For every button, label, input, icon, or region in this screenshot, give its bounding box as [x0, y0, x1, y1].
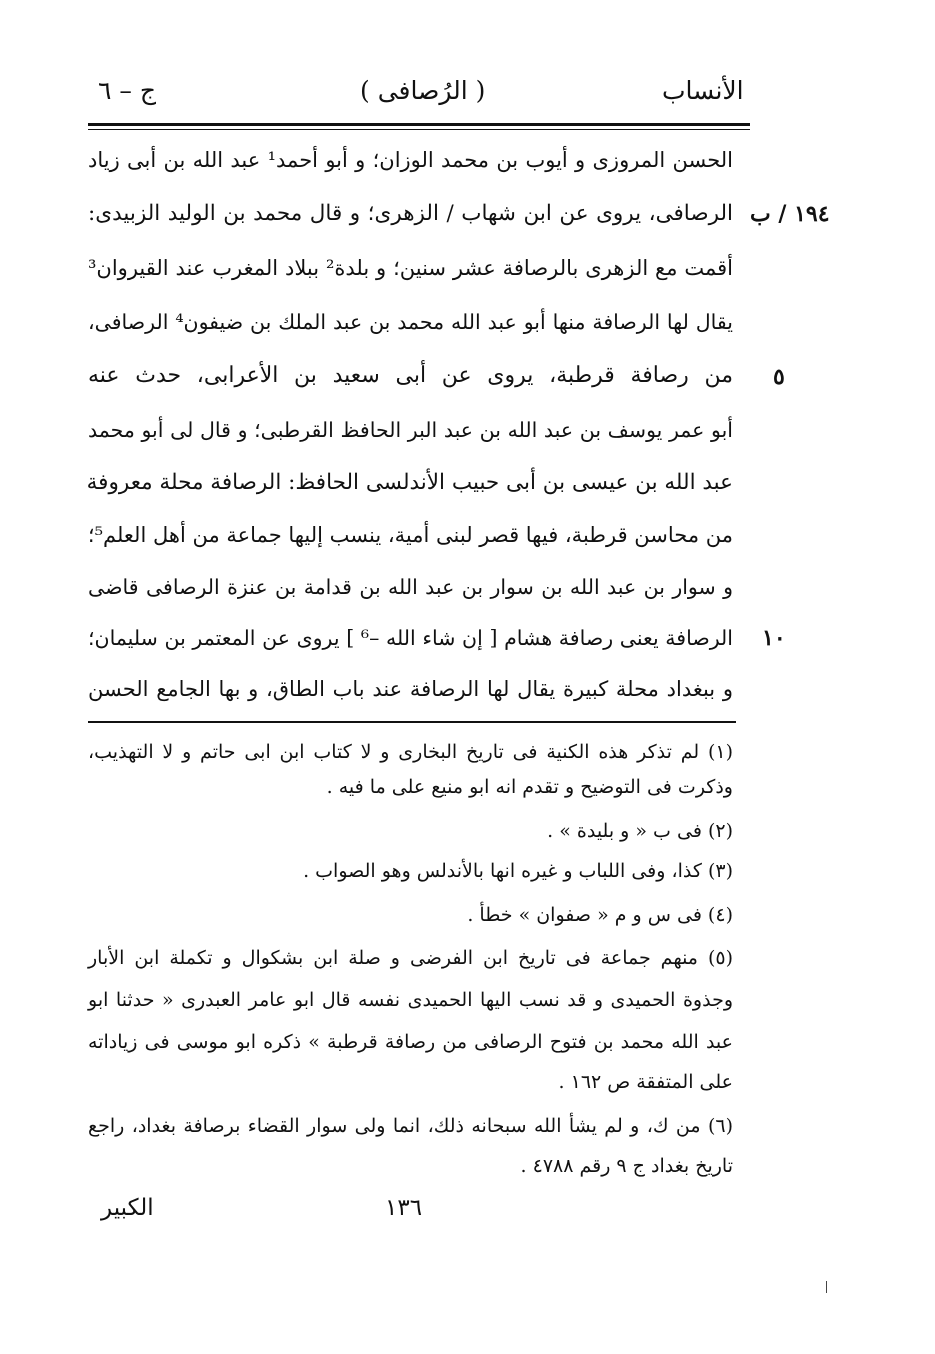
body-line-9: و سوار بن عبد الله بن سوار بن عبد الله بن قدامة بن عنزة الرصافى قاضى — [88, 575, 733, 599]
body-line-3: أقمت مع الزهرى بالرصافة عشر سنين؛ و بلدة² ببلاد المغرب عند القيروان³ — [88, 256, 733, 280]
running-header-volume: ج – ٦ — [98, 76, 156, 105]
header-rule-thin — [88, 129, 750, 130]
footnote-2: (٢) فى ب « و بليدة » . — [547, 820, 733, 842]
footnote-5-line-2: وجذوة الحميدى و قد نسب اليها الحميدى نفسه قال ابو عامر العبدرى « حدثنا ابو — [88, 989, 733, 1011]
scan-speck — [826, 1281, 827, 1293]
line-number-10: ١٠ — [762, 625, 786, 651]
footnote-5-line-3: عبد الله محمد بن فتوح الرصافى من رصافة قرطبة » ذكره ابو موسى فى زياداته — [88, 1031, 733, 1053]
footnote-1-line-1: (١) لم تذكر هذه الكنية فى تاريخ البخارى و لا كتاب ابن ابى حاتم و لا التهذيب، — [88, 741, 733, 763]
footnote-5-line-1: (٥) منهم جماعة فى تاريخ ابن الفرضى و صلة ابن بشكوال و تكملة ابن الأبار — [88, 947, 733, 969]
body-line-1: الحسن المروزى و أيوب بن محمد الوزان؛ و أبو أحمد¹ عبد الله بن أبى زياد — [88, 148, 733, 172]
footnote-separator — [88, 721, 736, 723]
footnote-6-line-2: تاريخ بغداد ج ٩ رقم ٤٧٨٨ . — [520, 1155, 733, 1177]
body-line-10: الرصافة يعنى رصافة هشام [ إن شاء الله –⁶ ] يروى عن المعتمر بن سليمان؛ — [88, 626, 733, 650]
body-line-5: من رصافة قرطبة، يروى عن أبى سعيد بن الأعرابى، حدث عنه — [88, 363, 733, 388]
footnote-4: (٤) فى س و م « صفوان » خطأ . — [467, 904, 733, 926]
body-line-8: من محاسن قرطبة، فيها قصر لبنى أمية، ينسب إليها جماعة من أهل العلم⁵؛ — [87, 523, 733, 547]
footnote-5-line-4: على المتفقة ص ١٦٢ . — [558, 1071, 733, 1093]
folio-marker: ١٩٤ / ب — [750, 201, 830, 227]
line-number-5: ٥ — [773, 364, 785, 390]
footnote-6-line-1: (٦) من ك، و لم يشأ الله سبحانه ذلك، انما ولى سوار القضاء برصافة بغداد، راجع — [88, 1115, 733, 1137]
body-line-7: عبد الله بن عيسى بن أبى حبيب الأندلسى الحافظ: الرصافة محلة معروفة — [86, 470, 733, 495]
header-rule-thick — [88, 123, 750, 126]
running-header-entry: ( الرُصافى ) — [360, 76, 486, 105]
page-number: ١٣٦ — [385, 1195, 423, 1221]
body-line-4: يقال لها الرصافة منها أبو عبد الله محمد بن عبد الملك بن ضيفون⁴ الرصافى، — [88, 310, 733, 334]
body-line-6: أبو عمر يوسف بن عبد الله بن عبد البر الحافظ القرطبى؛ و قال لى أبو محمد — [88, 418, 733, 442]
running-header-book-title: الأنساب — [662, 76, 744, 105]
footer-signature: الكبير — [101, 1195, 154, 1221]
body-line-11: و ببغداد محلة كبيرة يقال لها الرصافة عند باب الطاق، و بها الجامع الحسن — [88, 677, 733, 701]
footnote-1-line-2: وذكرت فى التوضيح و تقدم انه ابو منيع على ما فيه . — [326, 776, 733, 798]
footnote-3: (٣) كذا، وفى اللباب و غيره انها بالأندلس وهو الصواب . — [303, 860, 733, 882]
body-line-2: الرصافى، يروى عن ابن شهاب / الزهرى؛ و قال محمد بن الوليد الزبيدى: — [88, 201, 733, 226]
